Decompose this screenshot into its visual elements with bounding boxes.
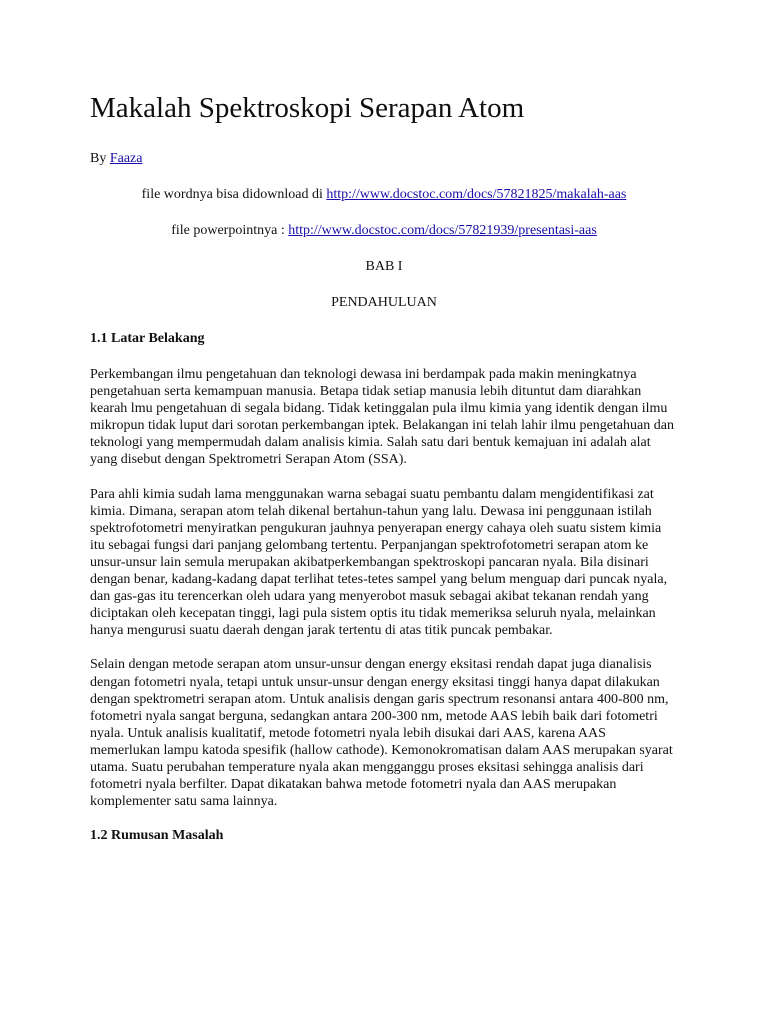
by-label: By [90,151,107,166]
chapter-number: BAB I [365,259,403,274]
section-heading: 1.2 Rumusan Masalah [90,828,224,844]
author-link[interactable]: Faaza [109,151,143,166]
ppt-line [90,222,678,240]
chapter-title: PENDAHULUAN [331,295,437,310]
document-content [90,88,678,863]
page-title: Makalah Spektroskopi Serapan Atom [90,92,525,124]
section-heading: 1.1 Latar Belakang [90,331,205,346]
download-link[interactable]: http://www.docstoc.com/docs/57821825/makalah-aas [326,187,627,202]
paragraph: Selain dengan metode serapan atom unsur-unsur dengan energy eksitasi rendah dapat juga dianalisis dengan fotometri nyala, tetapi untuk unsur-unsur dengan energy eksitasi tinggi hanya dapat dilakukan dengan spektrometri serapan atom. Untuk analisis dengan garis spectrum resonansi antara 400-800 nm, fotometri nyala sangat berguna, sedangkan antara 200-300 nm, metode AAS lebih baik dari fotometri nyala. Untuk analisis kualitatif, metode fotometri nyala lebih disukai dari AAS, karena AAS memerlukan lampu katoda spesifik (hallow cathode). Kemonokromatisan dalam AAS merupakan syarat utama. Suatu perubahan temperature nyala akan mengganggu proses eksitasi sehingga analisis dari fotometri nyala berfilter. Dapat dikatakan bahwa metode fotometri nyala dan AAS merupakan komplementer satu sama lainnya. [90,657,673,810]
download-label: file wordnya bisa didownload di [141,187,323,202]
ppt-link[interactable]: http://www.docstoc.com/docs/57821939/presentasi-aas [288,223,597,238]
paragraph: Para ahli kimia sudah lama menggunakan warna sebagai suatu pembantu dalam mengidentifikasi zat kimia. Dimana, serapan atom telah dikenal bertahun-tahun yang lalu. Dewasa ini penggunaan istilah spektrofotometri menyiratkan pengukuran jauhnya penyerapan energy cahaya oleh suatu sistem kimia itu sebagai fungsi dari panjang gelombang tertentu. Perpanjangan spektrofotometri serapan atom ke unsur-unsur lain semula merupakan akibatperkembangan spektroskopi pancaran nyala. Bila disinari dengan benar, kadang-kadang dapat terlihat tetes-tetes sampel yang belum menguap dari puncak nyala, dan gas-gas itu terencerkan oleh udara yang menyerobot masuk sebagai akibat tekanan rendah yang diciptakan oleh kecepatan tinggi, lagi pula sistem optis itu tidak memeriksa seluruh nyala, melainkan hanya mengurusi suatu daerah dengan jarak tertentu di atas titik puncak pembakar. [90,486,668,639]
byline [90,150,678,168]
download-line [90,186,678,204]
paragraph: Perkembangan ilmu pengetahuan dan teknologi dewasa ini berdampak pada makin meningkatnya pengetahuan serta kemampuan manusia. Betapa tidak setiap manusia lebih dituntut dam diarahkan kearah lmu pengetahuan di segala bidang. Tidak ketinggalan pula ilmu kimia yang identik dengan ilmu mikropun tidak luput dari sorotan perkembangan iptek. Belakangan ini telah lahir ilmu pengetahuan dan teknologi yang mempermudah dalam analisis kimia. Salah satu dari bentuk kemajuan ini adalah alat yang disebut dengan Spektrometri Serapan Atom (SSA). [90,367,674,468]
ppt-label: file powerpointnya : [171,223,285,238]
